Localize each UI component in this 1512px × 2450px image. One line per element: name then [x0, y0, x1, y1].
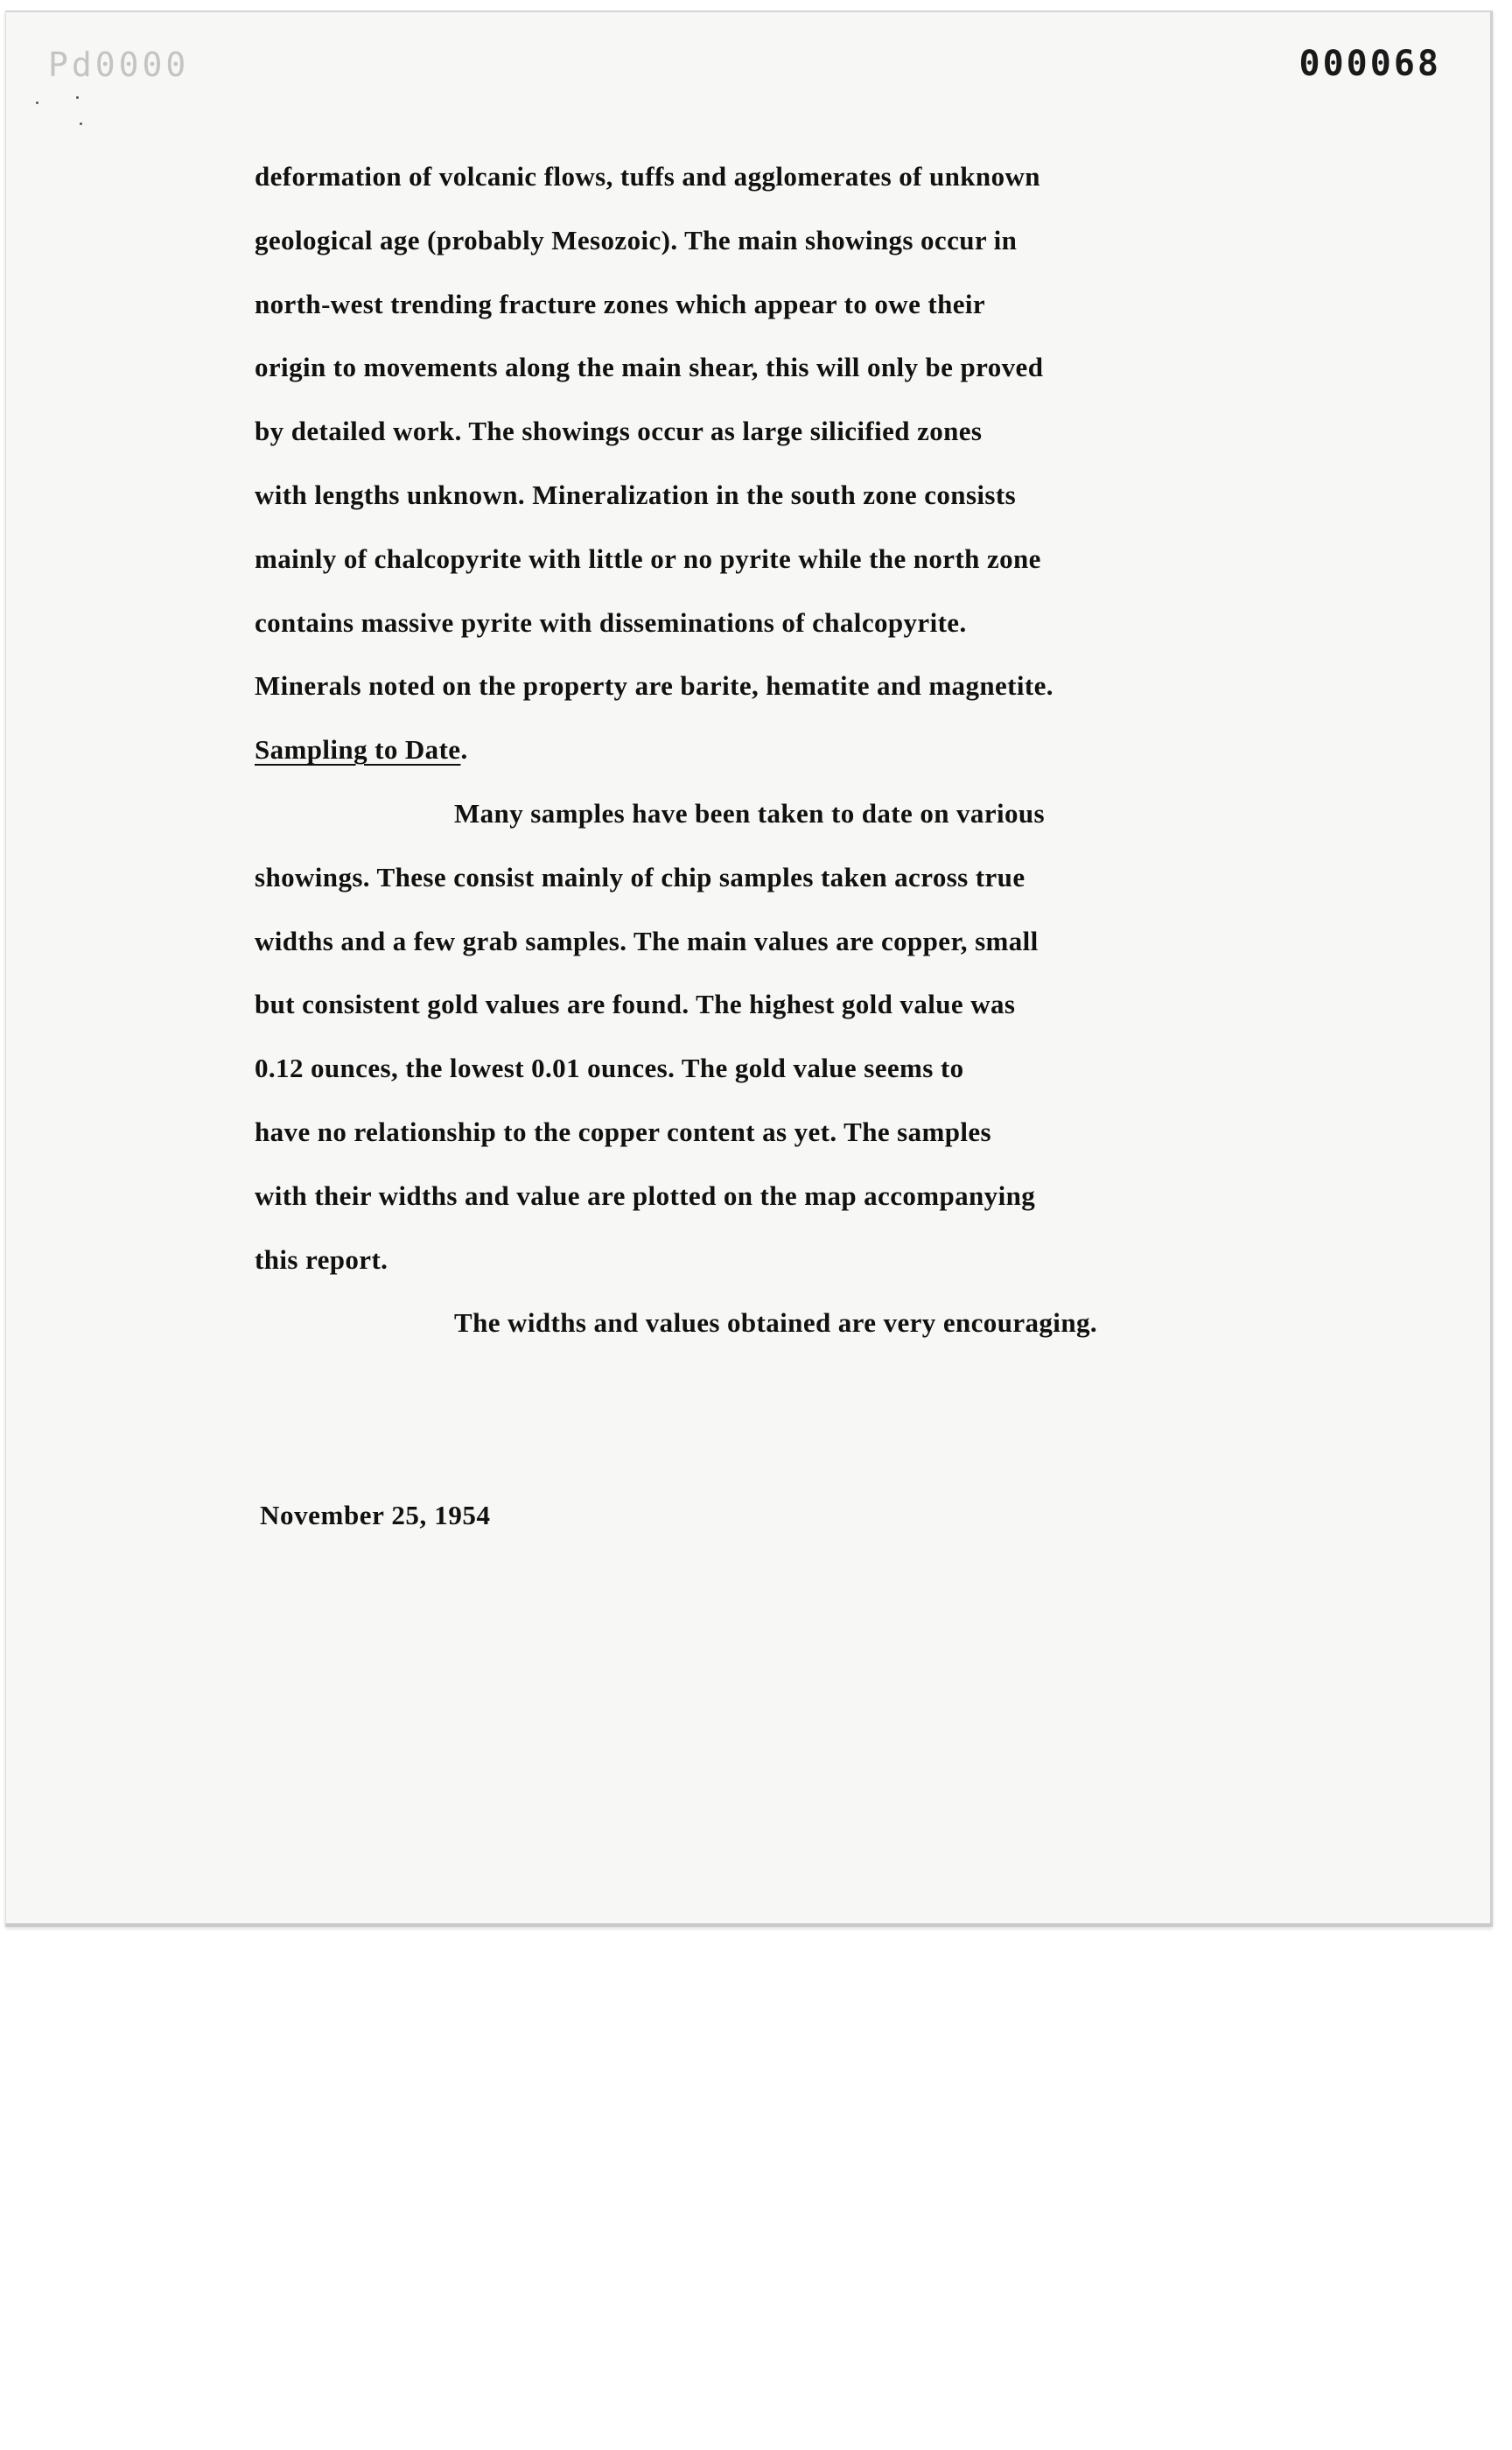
- paragraph-1-line: geological age (probably Mesozoic). The main showings occur in: [255, 224, 1018, 256]
- paragraph-3: The widths and values obtained are very encouraging.: [454, 1307, 1098, 1339]
- section-heading: [255, 718, 1392, 782]
- speck: [80, 122, 82, 125]
- report-body: [255, 145, 1392, 1355]
- paragraph-2-line: Many samples have been taken to date on various: [454, 797, 1045, 829]
- paragraph-2-line: this report.: [255, 1243, 388, 1275]
- section-heading-punct: .: [460, 734, 468, 766]
- paragraph-1-line: north-west trending fracture zones which appear to owe their: [255, 288, 986, 319]
- paragraph-2-line: widths and a few grab samples. The main values are copper, small: [255, 925, 1039, 956]
- paragraph-2-line: with their widths and value are plotted on the map accompanying: [255, 1180, 1036, 1211]
- bleed-through-page-number: Pd0000: [48, 46, 190, 84]
- report-date: November 25, 1954: [260, 1500, 491, 1530]
- section-heading-text: Sampling to Date: [255, 734, 461, 766]
- paragraph-1-line: by detailed work. The showings occur as large silicified zones: [255, 416, 983, 447]
- paragraph-2-line: showings. These consist mainly of chip samples taken across true: [255, 861, 1026, 892]
- speck: [76, 96, 79, 99]
- document-page: [5, 10, 1493, 1927]
- paragraph-1-line: contains massive pyrite with disseminations of chalcopyrite.: [255, 606, 967, 638]
- paragraph-1-line: with lengths unknown. Mineralization in the south zone consists: [255, 479, 1017, 510]
- paragraph-1-line: mainly of chalcopyrite with little or no pyrite while the north zone: [255, 542, 1041, 574]
- paragraph-1-line: origin to movements along the main shear, this will only be proved: [255, 352, 1044, 383]
- paragraph-1-line: deformation of volcanic flows, tuffs and agglomerates of unknown: [255, 161, 1040, 192]
- paragraph-1-line: Minerals noted on the property are barite, hematite and magnetite.: [255, 670, 1054, 702]
- paragraph-2-line: 0.12 ounces, the lowest 0.01 ounces. The gold value seems to: [255, 1053, 964, 1084]
- paragraph-2-line: have no relationship to the copper content as yet. The samples: [255, 1116, 992, 1147]
- paragraph-2-line: but consistent gold values are found. The highest gold value was: [255, 989, 1016, 1020]
- page-number: 000068: [1298, 44, 1441, 84]
- speck: [36, 102, 38, 104]
